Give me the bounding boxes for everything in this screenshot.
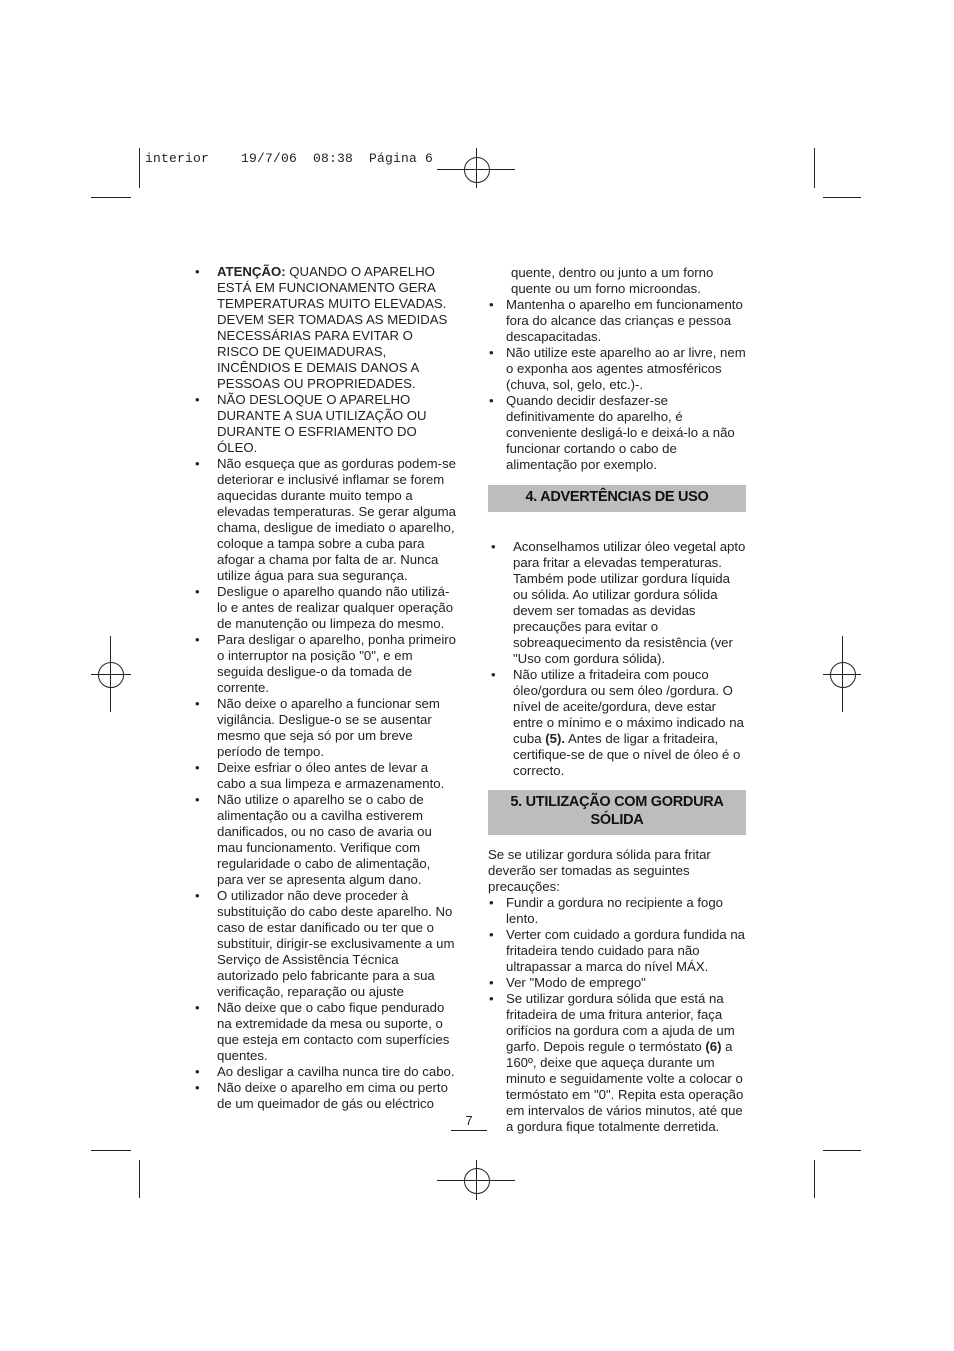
crop-mark-top-right-vertical	[814, 148, 815, 188]
section-heading-solid-fat: 5. UTILIZAÇÃO COM GORDURA SÓLIDA	[488, 790, 746, 838]
list-item	[488, 539, 746, 667]
list-item-text: Fundir a gordura no recipiente a fogo lento.	[506, 895, 724, 926]
list-item-text: Aconselhamos utilizar óleo vegetal apto para fritar a elevadas temperaturas. Também pode utilizar gordura líquida ou sólida. Ao utilizar gordura sólida devem ser tomadas as devidas precauções para evitar o sobreaquecimento da resistência (ver "Uso com gordura sólida).	[513, 539, 746, 666]
list-item-text: Ao desligar a cavilha nunca tire do cabo.	[217, 1064, 455, 1079]
section-heading-usage-warnings: 4. ADVERTÊNCIAS DE USO	[488, 485, 746, 515]
list-item	[192, 1080, 456, 1112]
list-item	[192, 1000, 456, 1064]
registration-top-circle-icon	[464, 157, 490, 183]
print-slug: interior 19/7/06 08:38 Página 6	[145, 151, 434, 166]
list-item-text: QUANDO O APARELHO ESTÁ EM FUNCIONAMENTO GERA TEMPERATURAS MUITO ELEVADAS. DEVEM SER TOMADAS AS MEDIDAS NECESSÁRIAS PARA EVITAR O RISCO DE QUEIMADURAS, INCÊNDIOS E DEMAIS DANOS A PESSOAS OU PROPRIEDADES.	[217, 264, 448, 391]
list-item	[488, 927, 746, 975]
list-item-text: Mantenha o aparelho em funcionamento fora do alcance das crianças e pessoa descapacitadas.	[506, 297, 743, 344]
figure-reference: (6)	[705, 1039, 722, 1054]
list-item-text: Não utilize o aparelho se o cabo de alimentação ou a cavilha estiverem danificados, ou no caso de avaria ou mau funcionamento. Verifique com regularidade o cabo de alimentação, para ver se apresenta algum dano.	[217, 792, 432, 887]
list-item-text: Não esqueça que as gorduras podem-se deteriorar e inclusivé inflamar se forem aquecidas durante muito tempo a elevadas temperaturas. Se gerar alguma chama, desligue de imediato o aparelho, coloque a tampa sobre a cuba para afogar a chama por falta de ar. Nunca utilize água para sua segurança.	[217, 456, 456, 583]
list-item	[488, 991, 746, 1135]
list-item	[488, 975, 746, 991]
crop-mark-bottom-right-horizontal	[823, 1150, 861, 1151]
list-item-text: Desligue o aparelho quando não utilizá-lo e antes de realizar qualquer operação de manutenção ou limpeza do mesmo.	[217, 584, 454, 631]
list-item	[192, 264, 456, 392]
crop-mark-bottom-right-vertical	[814, 1160, 815, 1198]
list-item	[192, 792, 456, 888]
list-item-text: Não utilize a fritadeira com pouco óleo/gordura ou sem óleo /gordura. O nível de aceite/gordura, deve estar entre o mínimo e o máximo indicado na cuba	[513, 667, 744, 746]
list-item-text: Se utilizar gordura sólida que está na fritadeira de uma fritura anterior, faça orifícios na gordura com a ajuda de um garfo. Depois regule o termóstato	[506, 991, 735, 1054]
warning-lead: ATENÇÃO:	[217, 264, 286, 279]
list-item-text: Não deixe que o cabo fique pendurado na extremidade da mesa ou suporte, o que esteja em contacto com superfícies quentes.	[217, 1000, 450, 1063]
crop-mark-top-left-horizontal	[91, 197, 131, 198]
left-column	[192, 264, 456, 1112]
list-item	[488, 297, 746, 345]
crop-mark-bottom-left-horizontal	[91, 1150, 131, 1151]
list-item	[192, 392, 456, 456]
page-number: 7	[451, 1113, 487, 1131]
crop-mark-top-right-horizontal	[823, 197, 861, 198]
list-item	[488, 895, 746, 927]
list-item-text: a 160º, deixe que aqueça durante um minuto e seguidamente volte a colocar o termóstato em "0". Repita esta operação em intervalos de vários minutos, até que a gordura fique totalmente derretida.	[506, 1039, 744, 1134]
list-item-text: Não utilize este aparelho ao ar livre, nem o exponha aos agentes atmosféricos (chuva, sol, gelo, etc.)-.	[506, 345, 746, 392]
registration-bottom-circle-icon	[464, 1168, 490, 1194]
continued-text: quente, dentro ou junto a um forno quente ou um forno microondas.	[511, 265, 714, 296]
section-intro: Se se utilizar gordura sólida para fritar deverão ser tomadas as seguintes precauções:	[488, 847, 711, 894]
list-item-text: Não deixe o aparelho a funcionar sem vigilância. Desligue-o se se ausentar mesmo que seja só por um breve período de tempo.	[217, 696, 440, 759]
list-item-text: O utilizador não deve proceder à substituição do cabo deste aparelho. No caso de estar danificado ou ter que o substituir, dirigir-se exclusivamente a um Serviço de Assistência Técnica autorizado pelo fabricante para a sua verificação, reparação ou ajuste	[217, 888, 455, 999]
figure-reference: (5).	[545, 731, 566, 746]
list-item-text: Quando decidir desfazer-se definitivamente do aparelho, é conveniente desligá-lo e deixá-lo a não funcionar cortando o cabo de alimentação por exemplo.	[506, 393, 735, 472]
safety-list	[192, 264, 456, 1112]
list-item-text: Antes de ligar a fritadeira, certifique-se de que o nível de óleo é o correcto.	[513, 731, 741, 778]
list-item	[192, 1064, 456, 1080]
list-item	[488, 393, 746, 473]
list-item	[192, 584, 456, 632]
safety-list-continued	[488, 297, 746, 473]
list-item	[192, 696, 456, 760]
right-column	[488, 265, 746, 1135]
list-item	[488, 345, 746, 393]
list-item-text: NÃO DESLOQUE O APARELHO DURANTE A SUA UTILIZAÇÃO OU DURANTE O ESFRIAMENTO DO ÓLEO.	[217, 392, 427, 455]
solid-fat-list	[488, 895, 746, 1135]
list-item	[192, 888, 456, 1000]
list-item-text: Ver "Modo de emprego"	[506, 975, 646, 990]
crop-mark-top-left-vertical	[139, 148, 140, 188]
registration-left-circle-icon	[98, 662, 124, 688]
list-item	[192, 632, 456, 696]
list-item	[192, 760, 456, 792]
list-item-text: Verter com cuidado a gordura fundida na fritadeira tendo cuidado para não ultrapassar a marca do nível MÁX.	[506, 927, 745, 974]
list-item-text: Para desligar o aparelho, ponha primeiro o interruptor na posição "0", e em seguida desligue-o da tomada de corrente.	[217, 632, 456, 695]
crop-mark-bottom-left-vertical	[139, 1160, 140, 1198]
list-item	[488, 667, 746, 779]
list-item-text: Deixe esfriar o óleo antes de levar a cabo a sua limpeza e armazenamento.	[217, 760, 445, 791]
usage-warnings-list	[488, 539, 746, 779]
list-item-text: Não deixe o aparelho em cima ou perto de um queimador de gás ou eléctrico	[217, 1080, 448, 1111]
registration-right-circle-icon	[830, 662, 856, 688]
list-item	[192, 456, 456, 584]
